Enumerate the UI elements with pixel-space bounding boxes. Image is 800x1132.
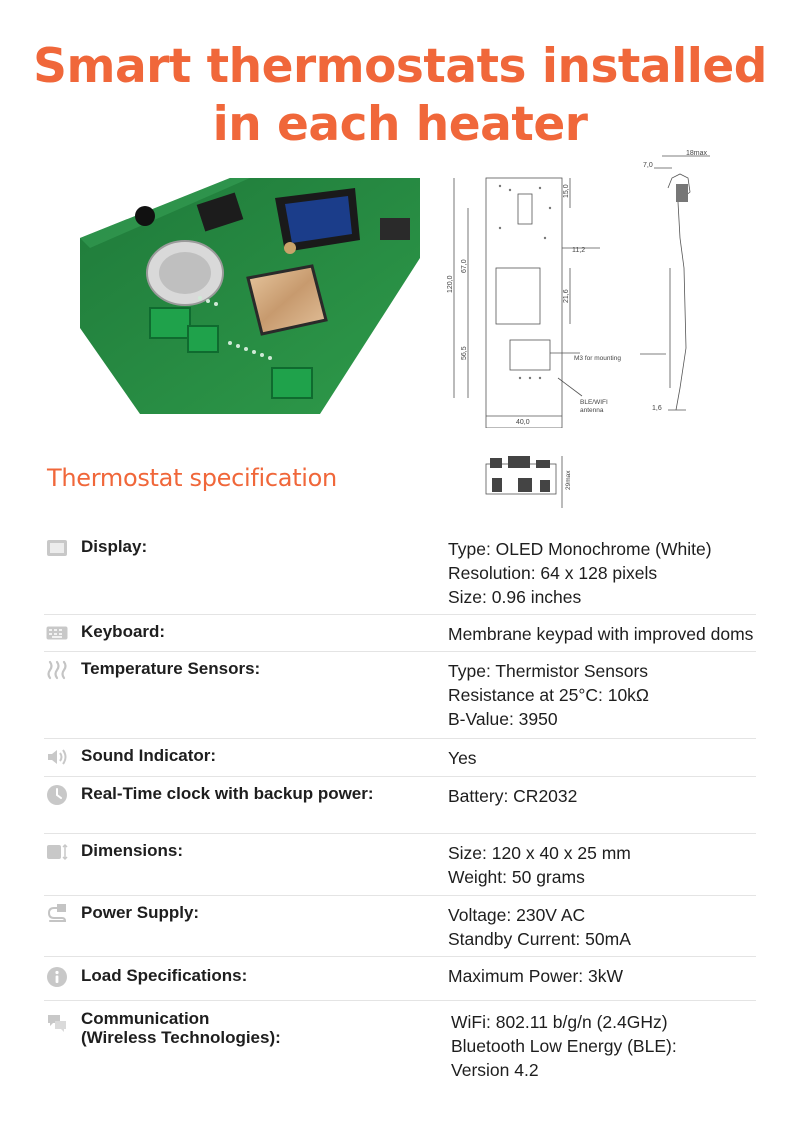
spec-label: Communication (Wireless Technologies): — [81, 1009, 281, 1047]
spec-row-keyboard — [44, 615, 756, 652]
spec-row-dimensions — [44, 834, 756, 896]
clock-icon — [46, 784, 68, 806]
dim-40-0: 40,0 — [516, 419, 530, 426]
dim-21-6: 21,6 — [563, 289, 570, 303]
speaker-icon — [46, 746, 68, 768]
spec-label: Load Specifications: — [81, 966, 248, 985]
note-m3-mounting: M3 for mounting — [574, 355, 621, 362]
spec-row-real-time-clock — [44, 777, 756, 834]
dim-18max: 18max — [686, 150, 708, 157]
dim-67-0: 67,0 — [461, 259, 468, 273]
spec-label: Dimensions: — [81, 841, 184, 860]
dim-1-6: 1,6 — [652, 405, 662, 412]
dim-11-2: 11,2 — [572, 247, 586, 254]
title-line-2: in each heater — [212, 97, 588, 152]
spec-label: Keyboard: — [81, 622, 166, 641]
spec-values: Type: OLED Monochrome (White) Resolution: 64 x 128 pixels Size: 0.96 inches — [448, 539, 712, 607]
spec-values: WiFi: 802.11 b/g/n (2.4GHz) Bluetooth Low Energy (BLE): Version 4.2 — [451, 1012, 677, 1080]
keyboard-icon — [46, 622, 68, 644]
dim-56-5: 56,5 — [461, 346, 468, 360]
dim-120-0: 120,0 — [447, 275, 454, 293]
spec-values: Battery: CR2032 — [448, 786, 578, 806]
spec-label: Power Supply: — [81, 903, 200, 922]
power-plug-icon — [46, 903, 68, 925]
spec-table — [44, 530, 756, 1091]
spec-row-sound-indicator — [44, 739, 756, 777]
spec-label: Real-Time clock with backup power: — [81, 784, 374, 803]
spec-row-power-supply — [44, 896, 756, 957]
note-antenna-line2: antenna — [580, 407, 604, 414]
chat-bubbles-icon — [46, 1012, 68, 1034]
section-title: Thermostat specification — [47, 464, 337, 492]
spec-label: Display: — [81, 537, 148, 556]
spec-values: Yes — [448, 748, 477, 768]
spec-values: Size: 120 x 40 x 25 mm Weight: 50 grams — [448, 843, 631, 887]
spec-label: Temperature Sensors: — [81, 659, 261, 678]
spec-row-load-specifications — [44, 957, 756, 1001]
technical-drawing — [440, 148, 740, 428]
note-antenna-line1: BLE/WIFI — [580, 399, 608, 406]
display-icon — [46, 537, 68, 559]
spec-row-temperature-sensors — [44, 652, 756, 739]
spec-values: Voltage: 230V AC Standby Current: 50mA — [448, 905, 631, 949]
spec-values: Membrane keypad with improved doms — [448, 624, 754, 644]
spec-label: Sound Indicator: — [81, 746, 217, 765]
heat-waves-icon — [46, 659, 68, 681]
spec-values: Type: Thermistor Sensors Resistance at 25°C: 10kΩ B-Value: 3950 — [448, 661, 650, 729]
dimensions-icon — [46, 841, 68, 863]
pcb-photo — [80, 178, 420, 414]
dim-7-0: 7,0 — [643, 162, 653, 169]
spec-values: Maximum Power: 3kW — [448, 966, 624, 986]
title-line-1: Smart thermostats installed — [33, 39, 767, 94]
info-icon — [46, 966, 68, 988]
dim-29max: 29max — [565, 470, 572, 490]
spec-row-display — [44, 530, 756, 615]
page-title — [0, 38, 800, 154]
spec-row-communication — [44, 1001, 756, 1091]
dim-15-0: 15,0 — [563, 184, 570, 198]
technical-drawing-side — [478, 448, 578, 518]
